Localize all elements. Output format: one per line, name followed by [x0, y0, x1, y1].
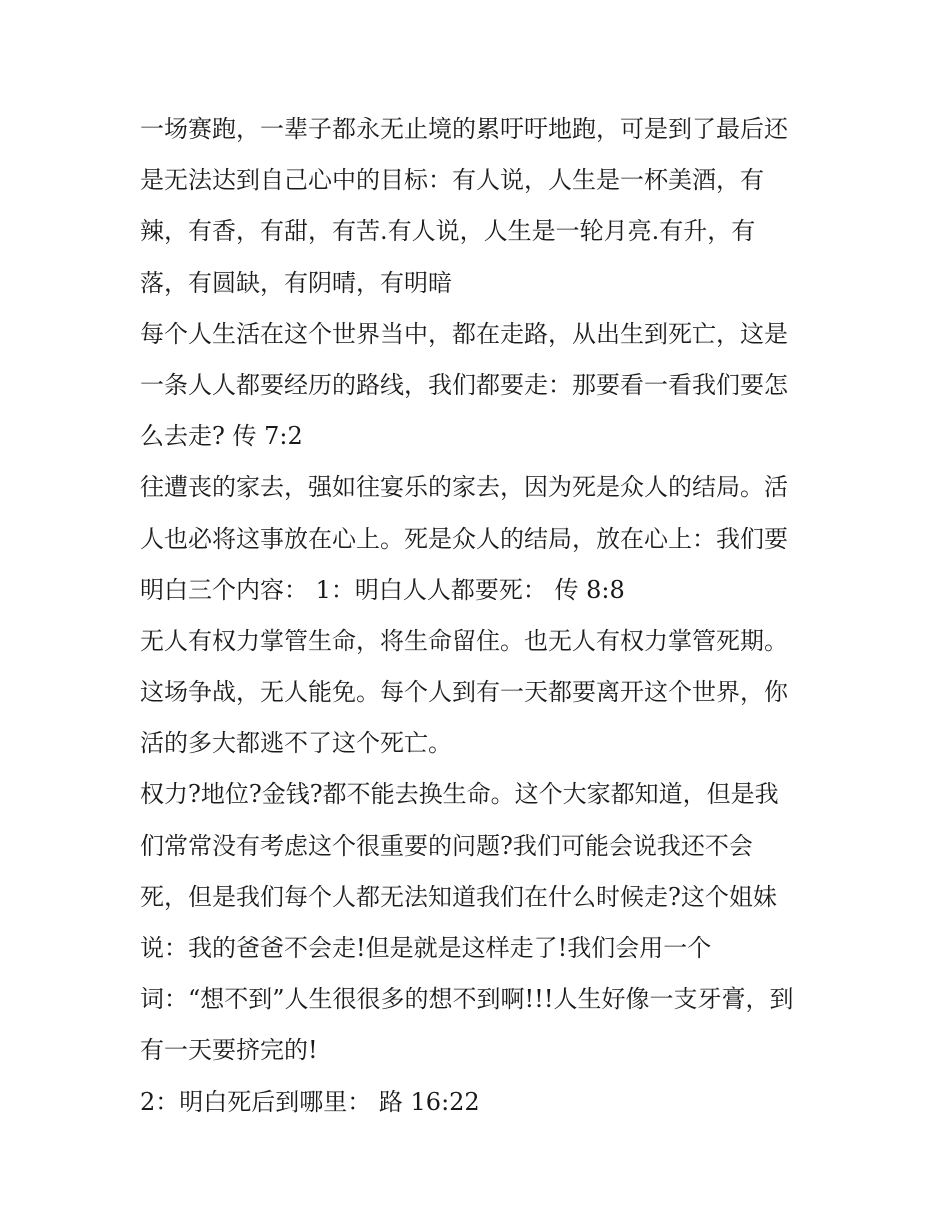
text-line-12: 这场争战，无人能免。每个人到有一天都要离开这个世界，你	[140, 678, 788, 707]
text-line-17: 说：我的爸爸不会走!但是就是这样走了!我们会用一个	[140, 934, 712, 962]
text-line-13: 活的多大都逃不了这个死亡。	[140, 729, 452, 758]
text-line-15: 们常常没有考虑这个很重要的问题?我们可能会说我还不会	[140, 831, 753, 860]
text-line-1: 一场赛跑，一辈子都永无止境的累吁吁地跑，可是到了最后还	[140, 115, 788, 143]
text-line-14: 权力?地位?金钱?都不能去换生命。这个大家都知道，但是我	[140, 780, 779, 809]
text-line-7: 么去走? 传 7:2	[140, 422, 303, 451]
text-line-11: 无人有权力掌管生命，将生命留住。也无人有权力掌管死期。	[140, 626, 788, 655]
text-line-19: 有一天要挤完的!	[140, 1036, 318, 1065]
text-line-10: 明白三个内容： 1：明白人人都要死： 传 8:8	[140, 575, 625, 604]
text-line-20: 2：明白死后到哪里： 路 16:22	[140, 1087, 480, 1116]
text-line-6: 一条人人都要经历的路线，我们都要走：那要看一看我们要怎	[140, 370, 788, 399]
text-line-2: 是无法达到自己心中的目标：有人说，人生是一杯美酒，有	[140, 166, 764, 195]
text-line-5: 每个人生活在这个世界当中，都在走路，从出生到死亡，这是	[140, 319, 788, 348]
text-line-9: 人也必将这事放在心上。死是众人的结局，放在心上：我们要	[140, 524, 788, 553]
body-text	[140, 104, 820, 1128]
text-line-16: 死，但是我们每个人都无法知道我们在什么时候走?这个姐妹	[140, 882, 777, 911]
text-line-8: 往遭丧的家去，强如往宴乐的家去，因为死是众人的结局。活	[140, 473, 788, 502]
text-line-3: 辣，有香，有甜，有苦.有人说，人生是一轮月亮.有升，有	[140, 217, 756, 246]
text-line-18: 词：“想不到”人生很很多的想不到啊!!!人生好像一支牙膏，到	[140, 985, 794, 1014]
text-line-4: 落，有圆缺，有阴晴，有明暗	[140, 268, 452, 297]
